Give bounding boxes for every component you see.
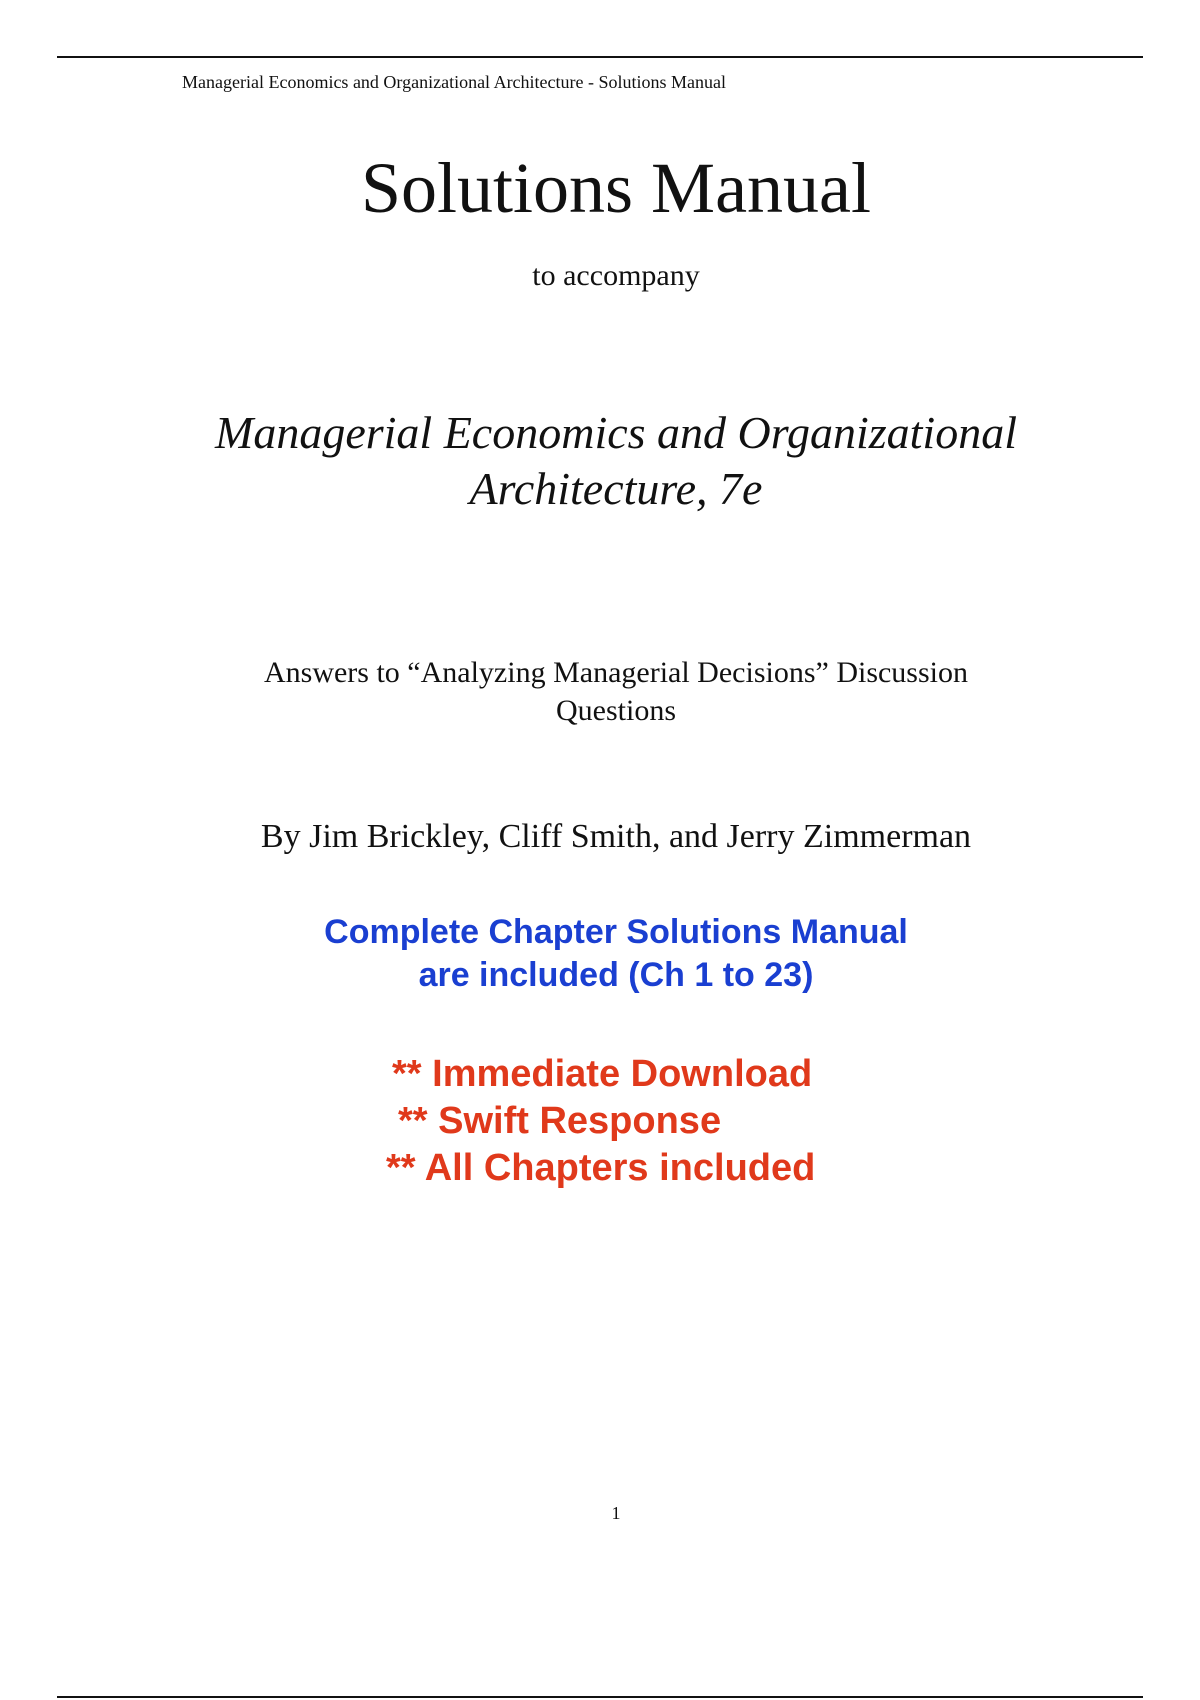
running-header: Managerial Economics and Organizational Architecture - Solutions Manual — [182, 72, 727, 92]
answers-line-1: Answers to “Analyzing Managerial Decisions” Discussion — [263, 656, 968, 689]
promo-red-line-2: ** Swift Response — [398, 1100, 722, 1142]
book-title-line-1: Managerial Economics and Organizational — [215, 407, 1017, 458]
answers-line-2: Questions — [556, 694, 676, 727]
document-title: Solutions Manual — [360, 148, 871, 228]
top-rule — [57, 56, 1143, 58]
bottom-rule — [57, 1696, 1143, 1698]
book-title-line-2: Architecture, 7e — [469, 463, 763, 514]
book-title — [0, 405, 1200, 517]
promo-blue-line-1: Complete Chapter Solutions Manual — [324, 913, 908, 951]
document-subtitle: to accompany — [532, 259, 700, 292]
promo-red-line-1: ** Immediate Download — [392, 1053, 813, 1095]
answers-heading — [0, 654, 1200, 730]
promo-blue-block — [0, 911, 1200, 997]
promo-red-line-3: ** All Chapters included — [386, 1147, 816, 1189]
authors-line: By Jim Brickley, Cliff Smith, and Jerry Zimmerman — [260, 818, 972, 855]
promo-blue-line-2: are included (Ch 1 to 23) — [418, 956, 814, 994]
page-number: 1 — [611, 1503, 621, 1523]
